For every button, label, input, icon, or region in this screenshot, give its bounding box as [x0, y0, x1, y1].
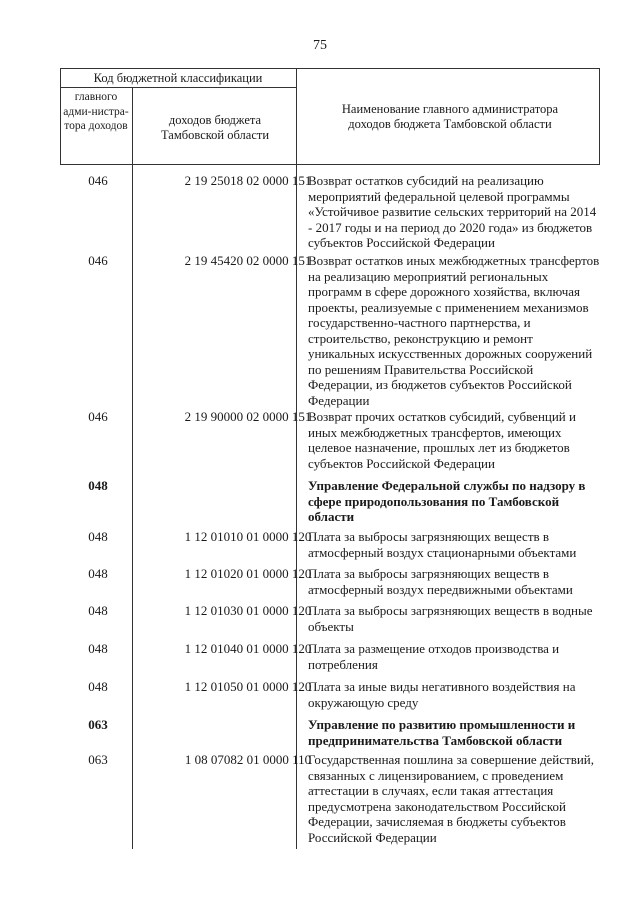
- income-code: 1 12 01050 01 0000 120: [184, 679, 312, 694]
- row-name: Возврат прочих остатков субсидий, субвенций и иных межбюджетных трансфертов, имеющих целевое назначение, прошлых лет из бюджетов субъектов Российской Федерации: [308, 409, 576, 471]
- admin-code: 048: [88, 566, 108, 581]
- income-code: 2 19 25018 02 0000 151: [184, 173, 312, 188]
- admin-code: 048: [88, 529, 108, 544]
- row-name: Плата за выбросы загрязняющих веществ в атмосферный воздух стационарными объектами: [308, 529, 577, 560]
- table-right-border: [599, 68, 600, 165]
- group-header-border: [60, 87, 296, 88]
- header-name-column: Наименование главного администратора доходов бюджета Тамбовской области: [341, 102, 559, 131]
- row-name: Плата за выбросы загрязняющих веществ в водные объекты: [308, 603, 593, 634]
- row-name: Государственная пошлина за совершение действий, связанных с лицензированием, с проведением аттестации в случаях, если такая аттестация предусмотрена законодательством Российской Федерации, зачисляемая в бюджеты субъектов Российской Федерации: [308, 752, 595, 845]
- row-name: Возврат остатков иных межбюджетных трансфертов на реализацию мероприятий региональных программ в сфере дорожного хозяйства, включая проекты, реализуемые с применением механизмов государственно-частного партнерства, и строительство, реконструкцию и ремонт уникальных искусственных дорожных сооружений по решениям Правительства Российской Федерации, из бюджетов субъектов Российской Федерации: [308, 253, 600, 408]
- header-group-label: Код бюджетной классификации: [93, 71, 263, 85]
- income-code: 1 12 01020 01 0000 120: [184, 566, 312, 581]
- income-code: 1 12 01030 01 0000 120: [184, 603, 312, 618]
- section-title: Управление по развитию промышленности и предпринимательства Тамбовской области: [308, 717, 576, 748]
- admin-code: 048: [88, 603, 108, 618]
- income-code: 1 12 01010 01 0000 120: [184, 529, 312, 544]
- income-code: 1 08 07082 01 0000 110: [184, 752, 312, 767]
- row-name: Плата за размещение отходов производства и потребления: [308, 641, 560, 672]
- row-name: Возврат остатков субсидий на реализацию мероприятий федеральной целевой программы «Устойчивое развитие сельских территорий на 2014 - 2017 годы и на период до 2020 года» из бюджетов субъектов Российской Федерации: [308, 173, 597, 250]
- income-code: 2 19 45420 02 0000 151: [184, 253, 312, 268]
- admin-code: 048: [88, 478, 108, 493]
- admin-code: 048: [88, 641, 108, 656]
- table-top-border: [60, 68, 600, 69]
- income-code: 2 19 90000 02 0000 151: [184, 409, 312, 424]
- header-admin-text: главного адми-нистра-тора доходов: [63, 91, 129, 132]
- section-title: Управление Федеральной службы по надзору в сфере природопользования по Тамбовской области: [308, 478, 586, 524]
- page-number: 75: [313, 38, 327, 53]
- row-name: Плата за выбросы загрязняющих веществ в атмосферный воздух передвижными объектами: [308, 566, 573, 597]
- column-divider-1: [132, 87, 133, 849]
- header-income-column: доходов бюджета Тамбовской области: [160, 113, 270, 142]
- admin-code: 063: [88, 717, 108, 732]
- admin-code: 046: [88, 409, 108, 424]
- header-admin-column: [60, 90, 132, 134]
- admin-code: 048: [88, 679, 108, 694]
- admin-code: 046: [88, 253, 108, 268]
- row-name: Плата за иные виды негативного воздействия на окружающую среду: [308, 679, 576, 710]
- header-bottom-border: [60, 164, 600, 165]
- income-code: 1 12 01040 01 0000 120: [184, 641, 312, 656]
- admin-code: 063: [88, 752, 108, 767]
- admin-code: 046: [88, 173, 108, 188]
